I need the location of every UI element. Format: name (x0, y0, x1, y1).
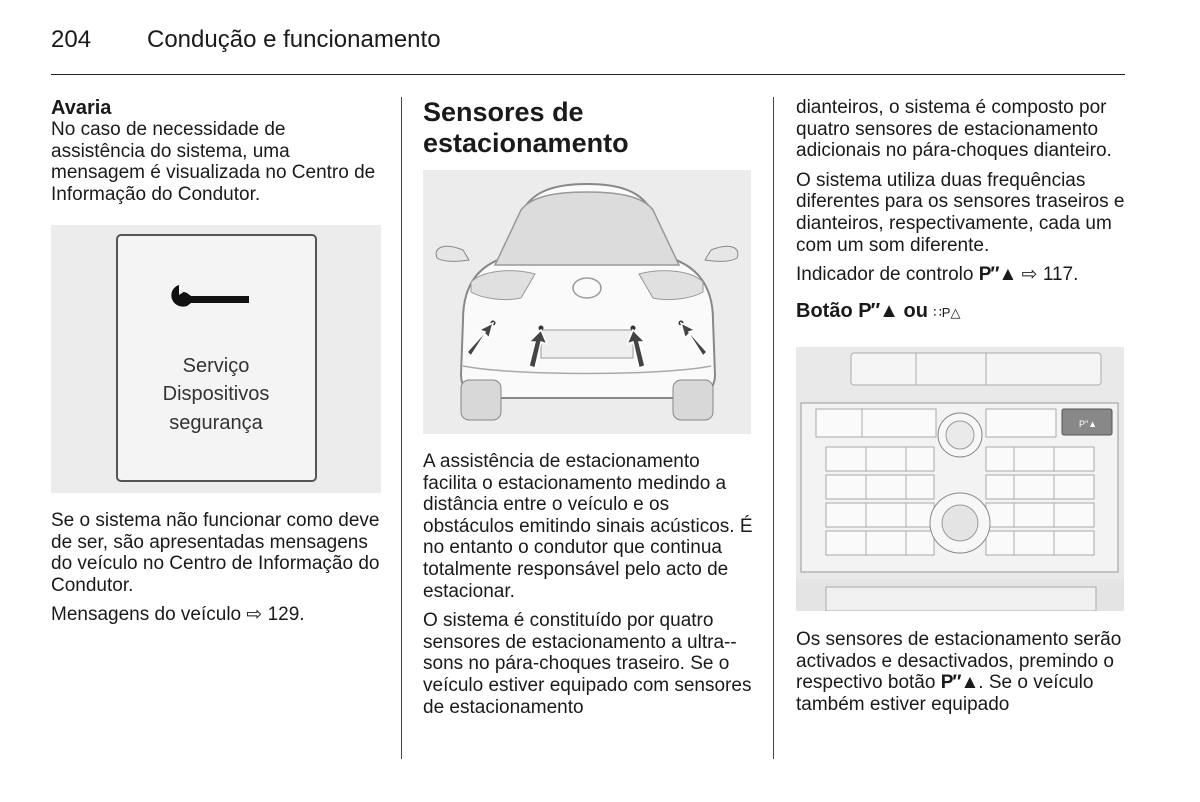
dic-display-illustration (51, 225, 381, 493)
column-2-lower (423, 451, 757, 726)
button-heading-or: ou (903, 299, 928, 322)
indicator-text: Indicador de controlo (796, 264, 974, 286)
frequencies-paragraph: O sistema utiliza duas frequências diferentes para os sensores traseiros e dianteiros, respectivamente, cada um com um som diferente. (796, 169, 1125, 256)
center-console-illustration (796, 347, 1124, 611)
vehicle-messages-xref (51, 604, 381, 626)
fault-paragraph: No caso de necessidade de assistência do sistema, uma mensagem é visualizada no Centro de Informação do Condutor. (51, 119, 376, 205)
sensors-paragraph: O sistema é constituído por quatro sensores de estacionamento a ultra--sons no pára-choques traseiro. Se o veículo estiver equipado com sensores de estacionamento (423, 610, 752, 718)
display-line-2: Dispositivos (162, 383, 270, 405)
activation-paragraph (796, 629, 1130, 715)
parking-pilot-icon: P″▲ (858, 299, 898, 322)
column-3 (796, 97, 1130, 324)
xref-text: Mensagens do veículo (51, 604, 242, 626)
column-divider-2 (773, 97, 774, 759)
display-line-3: segurança (169, 412, 263, 434)
page-number: 204 (51, 26, 92, 53)
section-heading-parking-line2: estacionamento (423, 128, 629, 158)
column-divider-1 (401, 97, 402, 759)
section-heading-parking-line1: Sensores de (423, 97, 584, 127)
parking-pilot-button-label: P″▲ (1078, 419, 1098, 429)
parking-pilot-alt-icon: ∷P△ (933, 304, 961, 320)
activation-text-start: Os sensores de estacionamento serão activados e desactivados, premindo o respectivo botão (796, 629, 1122, 694)
button-heading-prefix: Botão (796, 299, 853, 322)
section-heading-fault: Avaria (51, 97, 112, 119)
xref-page: 129. (267, 604, 305, 626)
activation-text-end: . Se o veículo também estiver equipado (796, 672, 1094, 715)
dic-display-figure (51, 225, 381, 493)
page-title: Condução e funcionamento (147, 26, 441, 53)
column-1-lower (51, 510, 381, 634)
header-divider (51, 74, 1125, 75)
parking-assist-paragraph: A assistência de estacionamento facilita o estacionamento medindo a distância entre o veículo e os obstáculos emitindo sinais acústicos. É no entanto o condutor que continua totalmente responsável pelo acto de estacionar. (423, 451, 753, 602)
indicator-page: 117. (1042, 264, 1079, 286)
parking-pilot-icon: P″▲ (940, 672, 979, 694)
car-rear-illustration (423, 170, 751, 434)
car-rear-figure (423, 170, 751, 434)
section-heading-button (796, 300, 1130, 324)
front-sensors-paragraph: dianteiros, o sistema é composto por quatro sensores de estacionamento adicionais no pára-choques dianteiro. (796, 97, 1112, 162)
column-2 (423, 97, 753, 159)
column-3-lower (796, 629, 1130, 723)
parking-pilot-icon: P″▲ (978, 264, 1017, 286)
display-line-1: Serviço (182, 355, 250, 377)
column-1 (51, 97, 381, 213)
control-indicator-xref (796, 264, 1130, 286)
xref-arrow-icon: ⇨ (246, 604, 263, 626)
center-console-figure (796, 347, 1124, 611)
xref-arrow-icon: ⇨ (1021, 264, 1038, 286)
malfunction-paragraph: Se o sistema não funcionar como deve de ser, são apresentadas mensagens do veículo no Centro de Informação do Condutor. (51, 510, 380, 596)
